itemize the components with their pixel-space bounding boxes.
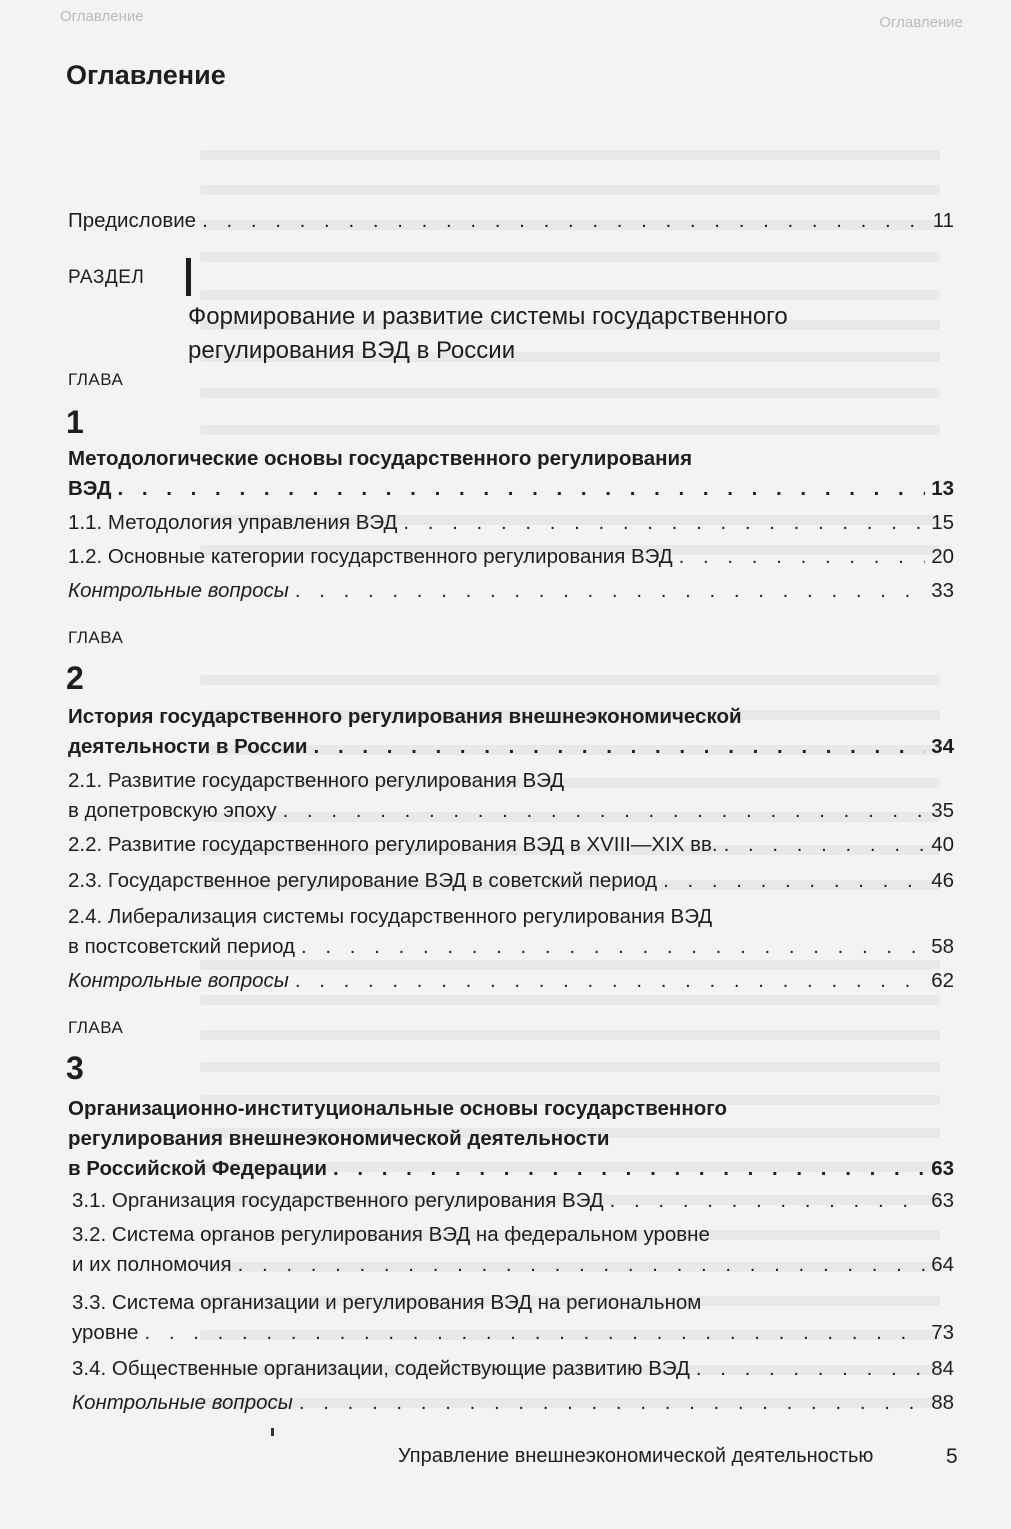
chapter-3-title-entry[interactable] bbox=[68, 1154, 954, 1184]
chapter-2-title-entry[interactable] bbox=[68, 732, 954, 762]
toc-entry[interactable] bbox=[72, 1354, 954, 1384]
chapter-3-label: ГЛАВА bbox=[68, 1018, 124, 1037]
toc-entry-page: 46 bbox=[931, 869, 954, 892]
toc-entry-text: в допетровскую эпоху bbox=[68, 799, 277, 822]
leader-dots bbox=[679, 542, 926, 572]
toc-entry[interactable] bbox=[72, 1186, 954, 1216]
chapter-1-title-entry[interactable] bbox=[68, 474, 954, 504]
toc-entry-page: 73 bbox=[931, 1321, 954, 1344]
toc-entry-page: 20 bbox=[931, 545, 954, 568]
leader-dots bbox=[144, 1318, 925, 1348]
toc-entry-text: Предисловие bbox=[68, 209, 197, 232]
toc-entry[interactable] bbox=[68, 542, 954, 572]
leader-dots bbox=[299, 1388, 925, 1418]
toc-entry[interactable] bbox=[68, 830, 954, 860]
toc-entry-page: 35 bbox=[931, 799, 954, 822]
toc-entry-page: 58 bbox=[931, 935, 954, 958]
leader-dots bbox=[610, 1186, 926, 1216]
chapter-1-title-line1: Методологические основы государственного регулирования bbox=[68, 447, 693, 470]
section-title: Формирование и развитие системы государственного регулирования ВЭД в России bbox=[188, 303, 788, 364]
toc-entry-page: 88 bbox=[931, 1391, 954, 1414]
footer-page-number: 5 bbox=[946, 1445, 958, 1468]
toc-entry-page: 33 bbox=[931, 579, 954, 602]
leader-dots bbox=[314, 732, 926, 762]
toc-title: Оглавление bbox=[66, 60, 226, 90]
toc-entry-text: 2.3. Государственное регулирование ВЭД в советский период bbox=[68, 869, 658, 892]
toc-entry-page: 11 bbox=[932, 209, 954, 232]
chapter-1-label: ГЛАВА bbox=[68, 370, 124, 389]
chapter-2-label: ГЛАВА bbox=[68, 628, 124, 647]
chapter-1-number: 1 bbox=[66, 404, 84, 440]
toc-entry-text: 1.1. Методология управления ВЭД bbox=[68, 511, 398, 534]
toc-entry-text: 3.1. Организация государственного регулирования ВЭД bbox=[72, 1189, 604, 1212]
leader-dots bbox=[117, 474, 925, 504]
toc-entry[interactable] bbox=[68, 508, 954, 538]
toc-entry-page: 13 bbox=[931, 477, 954, 500]
chapter-3-title-line3: в Российской Федерации bbox=[68, 1157, 327, 1180]
leader-dots bbox=[301, 932, 925, 962]
print-speck bbox=[271, 1428, 274, 1436]
toc-entry-text-line1: 2.1. Развитие государственного регулирования ВЭД bbox=[68, 769, 565, 792]
leader-dots bbox=[663, 866, 925, 896]
toc-entry-review-questions[interactable] bbox=[68, 966, 954, 996]
leader-dots bbox=[238, 1250, 926, 1280]
toc-entry-text: в постсоветский период bbox=[68, 935, 296, 958]
toc-entry-text: уровне bbox=[72, 1321, 139, 1344]
toc-entry[interactable] bbox=[68, 902, 954, 962]
toc-entry-page: 64 bbox=[931, 1253, 954, 1276]
toc-entry-text-line1: 3.3. Система организации и регулирования ВЭД на региональном bbox=[72, 1291, 702, 1314]
toc-entry[interactable] bbox=[72, 1288, 954, 1348]
toc-entry-text: 2.2. Развитие государственного регулирования ВЭД в XVIII—XIX вв. bbox=[68, 833, 718, 856]
toc-entry-review-questions[interactable] bbox=[72, 1388, 954, 1418]
leader-dots bbox=[403, 508, 925, 538]
toc-entry-page: 63 bbox=[931, 1189, 954, 1212]
toc-entry-page: 84 bbox=[931, 1357, 954, 1380]
toc-entry-text: Контрольные вопросы bbox=[72, 1391, 293, 1414]
toc-entry-page: 15 bbox=[931, 511, 954, 534]
toc-entry-preface[interactable] bbox=[68, 206, 954, 236]
section-numeral bbox=[186, 258, 191, 296]
toc-entry-text: и их полномочия bbox=[72, 1253, 232, 1276]
leader-dots bbox=[724, 830, 926, 860]
section-label: РАЗДЕЛ bbox=[68, 267, 145, 288]
leader-dots bbox=[696, 1354, 925, 1384]
running-header-left: Оглавление bbox=[60, 8, 144, 25]
toc-entry-page: 63 bbox=[931, 1157, 954, 1180]
chapter-3-title-line1: Организационно-институциональные основы государственного bbox=[68, 1097, 728, 1120]
toc-entry-page: 62 bbox=[931, 969, 954, 992]
toc-entry-review-questions[interactable] bbox=[68, 576, 954, 606]
chapter-2-title-line1: История государственного регулирования внешнеэкономической bbox=[68, 705, 742, 728]
leader-dots bbox=[295, 966, 925, 996]
footer-book-title: Управление внешнеэкономической деятельностью bbox=[398, 1445, 874, 1467]
chapter-3-title-line2: регулирования внешнеэкономической деятельности bbox=[68, 1127, 610, 1150]
chapter-1-title-line2: ВЭД bbox=[68, 477, 112, 500]
leader-dots bbox=[333, 1154, 925, 1184]
chapter-2-title-line2: деятельности в России bbox=[68, 735, 308, 758]
toc-entry-text: 3.4. Общественные организации, содействующие развитию ВЭД bbox=[72, 1357, 690, 1380]
toc-entry-text: Контрольные вопросы bbox=[68, 579, 289, 602]
leader-dots bbox=[295, 576, 925, 606]
toc-entry-text: Контрольные вопросы bbox=[68, 969, 289, 992]
leader-dots bbox=[202, 206, 927, 236]
toc-entry-page: 34 bbox=[931, 735, 954, 758]
toc-entry-text: 1.2. Основные категории государственного регулирования ВЭД bbox=[68, 545, 673, 568]
leader-dots bbox=[283, 796, 926, 826]
toc-entry[interactable] bbox=[68, 866, 954, 896]
toc-entry[interactable] bbox=[72, 1220, 954, 1280]
toc-entry[interactable] bbox=[68, 766, 954, 826]
toc-entry-text-line1: 3.2. Система органов регулирования ВЭД на федеральном уровне bbox=[72, 1223, 710, 1246]
toc-entry-page: 40 bbox=[931, 833, 954, 856]
running-header-right: Оглавление bbox=[879, 14, 963, 31]
chapter-3-number: 3 bbox=[66, 1050, 84, 1086]
toc-entry-text-line1: 2.4. Либерализация системы государственного регулирования ВЭД bbox=[68, 905, 713, 928]
chapter-2-number: 2 bbox=[66, 660, 84, 696]
